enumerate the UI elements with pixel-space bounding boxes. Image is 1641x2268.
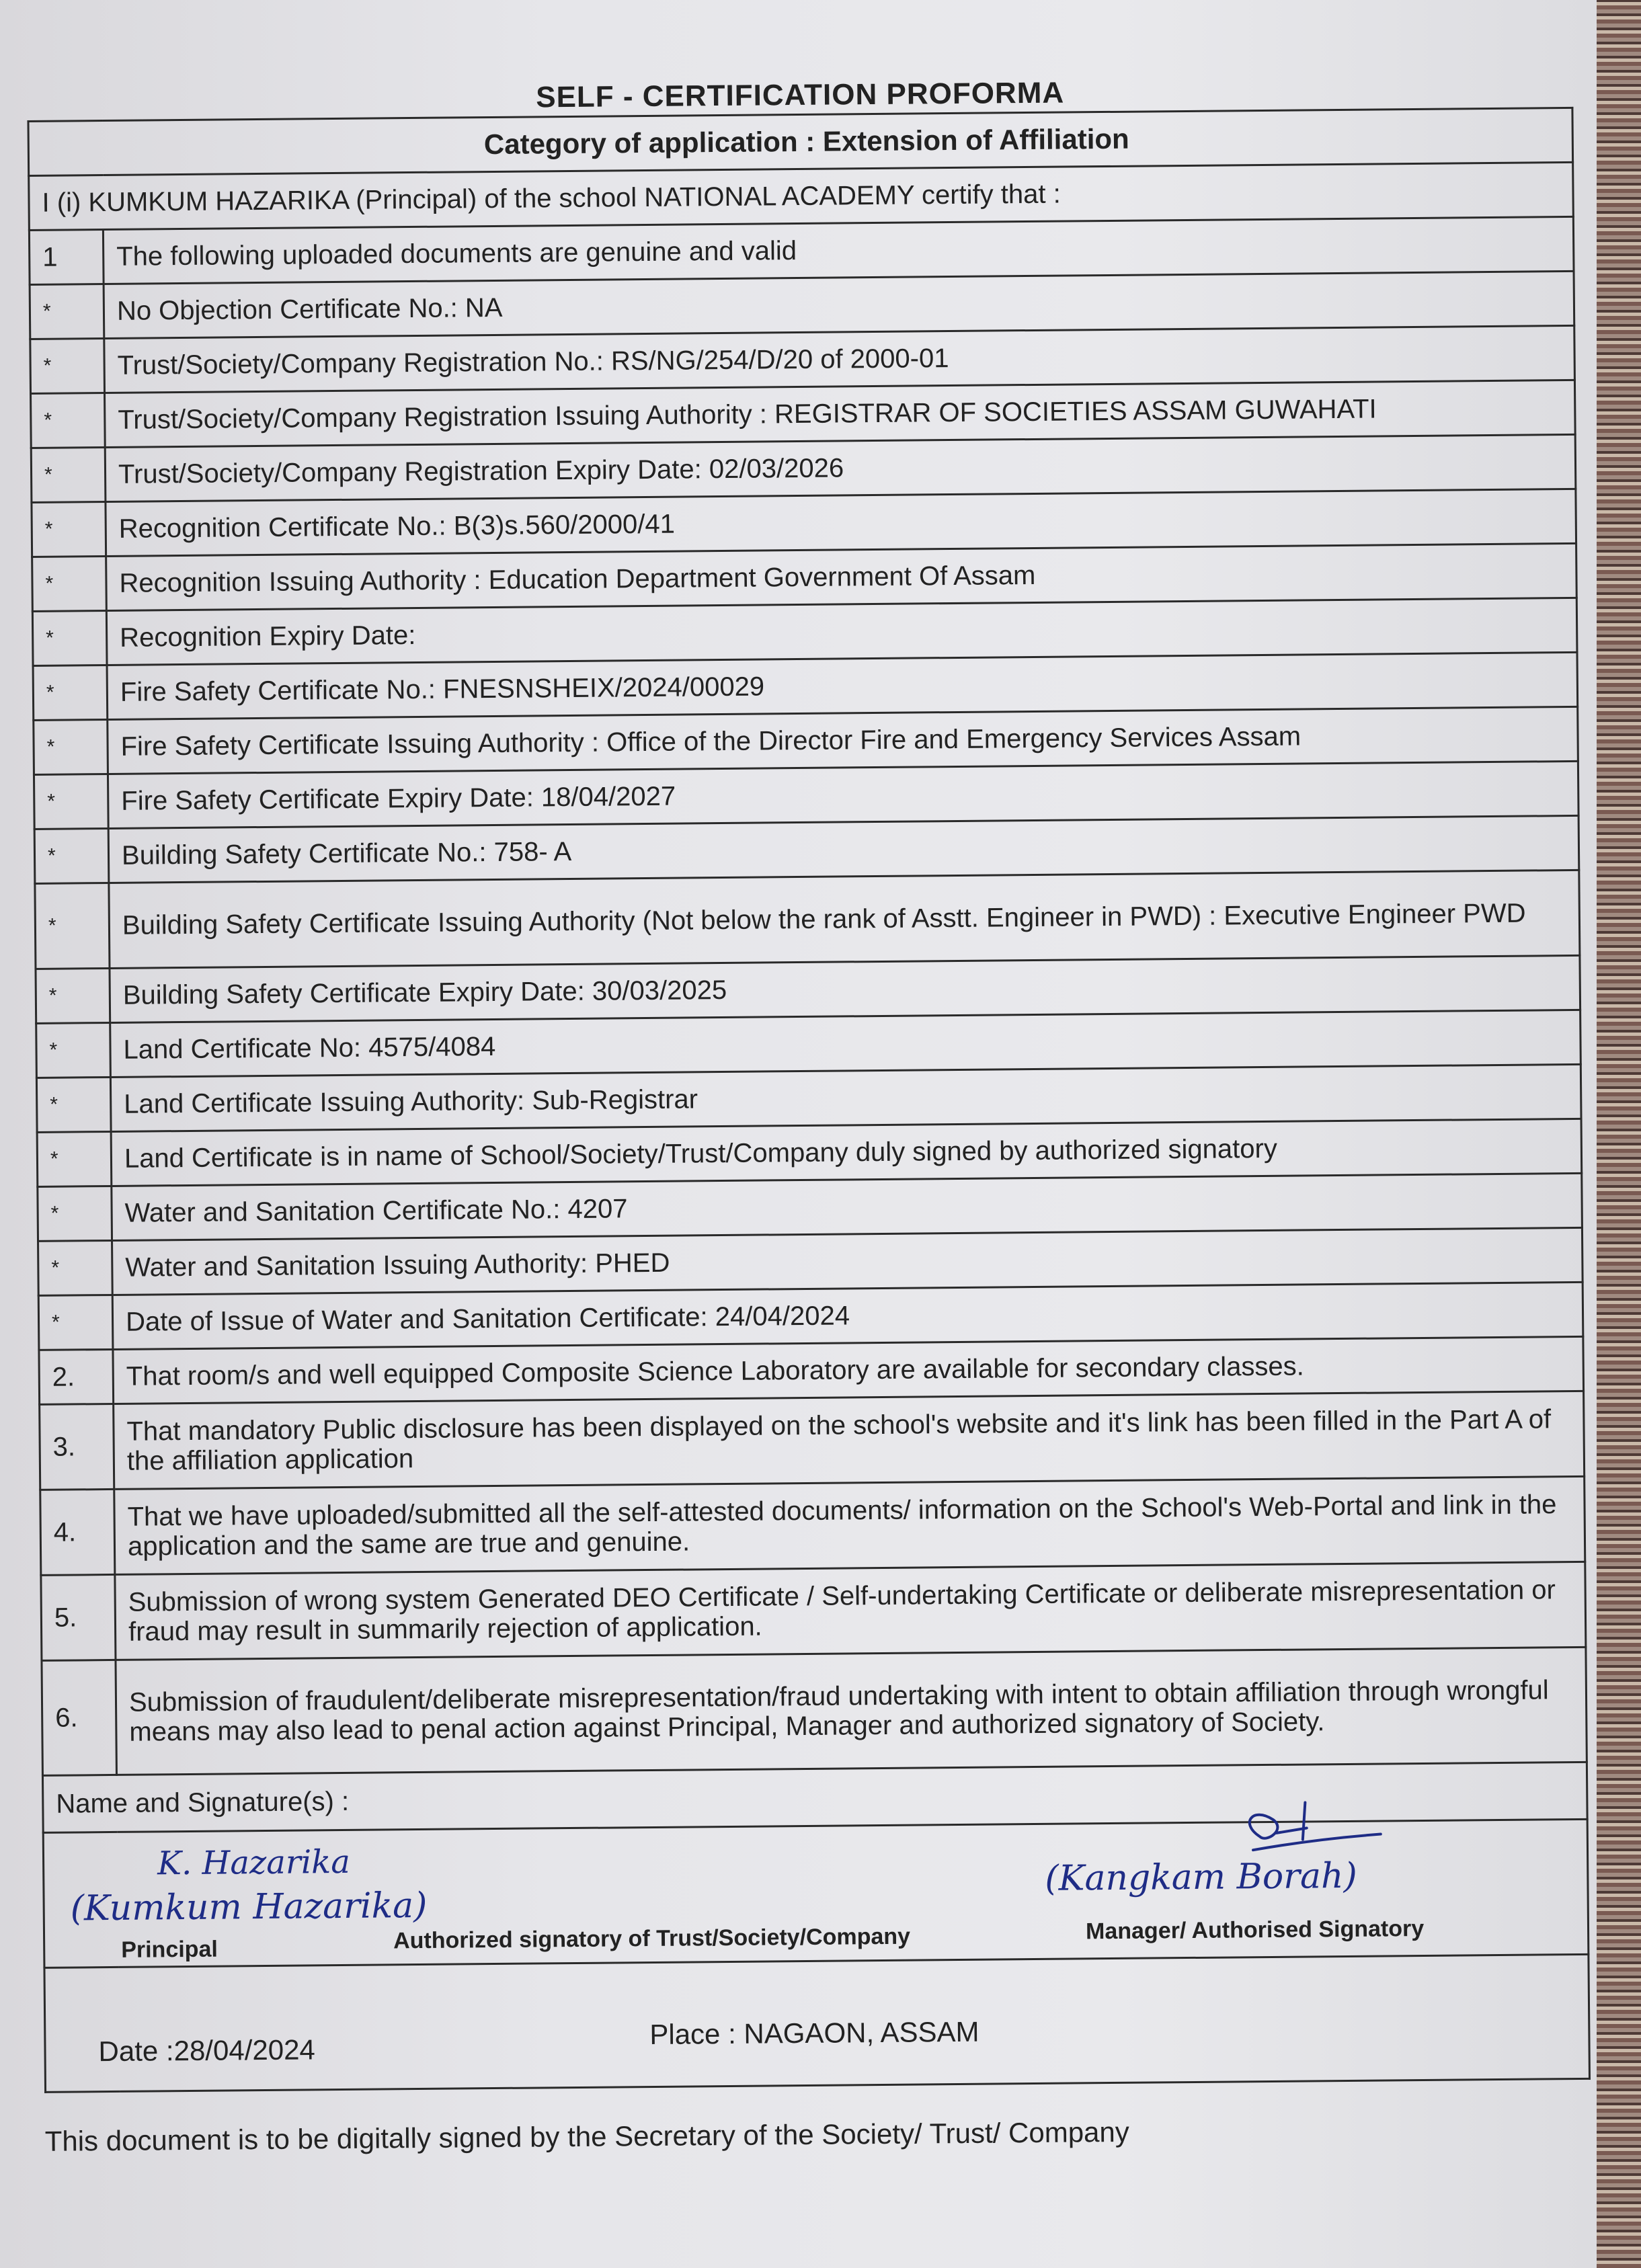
item-number: * xyxy=(32,502,106,557)
date-place-row xyxy=(44,1954,1590,2092)
item-number: * xyxy=(36,1077,111,1132)
item-text: Recognition Expiry Date: xyxy=(106,598,1577,665)
trust-signatory-label: Authorized signatory of Trust/Society/Company xyxy=(393,1923,911,1954)
item-text: No Objection Certificate No.: NA xyxy=(104,271,1574,338)
item-number: * xyxy=(35,883,110,969)
list-item xyxy=(40,1391,1585,1490)
item-number: * xyxy=(34,774,108,829)
list-item xyxy=(35,870,1580,969)
item-text: Trust/Society/Company Registration No.: RS/NG/254/D/20 of 2000-01 xyxy=(104,325,1575,393)
item-number: 2. xyxy=(39,1349,114,1404)
item-number: 3. xyxy=(40,1404,114,1490)
item-number: * xyxy=(31,448,106,503)
item-text: Recognition Certificate No.: B(3)s.560/2000/41 xyxy=(106,489,1576,556)
item-text: Water and Sanitation Issuing Authority: PHED xyxy=(112,1227,1583,1295)
item-text: Land Certificate is in name of School/Society/Trust/Company duly signed by authorized signatory xyxy=(111,1119,1582,1186)
item-text: That room/s and well equipped Composite Science Laboratory are available for secondary classes. xyxy=(113,1336,1584,1404)
item-text: Building Safety Certificate No.: 758- A xyxy=(108,815,1579,883)
item-text: Date of Issue of Water and Sanitation Certificate: 24/04/2024 xyxy=(112,1282,1583,1349)
item-text: Building Safety Certificate Issuing Authority (Not below the rank of Asstt. Engineer in PWD) : Executive Engineer PWD xyxy=(109,870,1580,968)
principal-signature: K. Hazarika xyxy=(157,1842,351,1883)
list-item xyxy=(41,1562,1586,1660)
intro-text: I (i) KUMKUM HAZARIKA (Principal) of the school NATIONAL ACADEMY certify that : xyxy=(29,162,1574,230)
item-number: * xyxy=(38,1240,113,1295)
item-number: * xyxy=(37,1131,112,1186)
item-number: 6. xyxy=(42,1660,116,1775)
signature-heading: Name and Signature(s) : xyxy=(42,1762,1587,1832)
item-text: Building Safety Certificate Expiry Date: 30/03/2025 xyxy=(110,955,1580,1022)
item-text: Fire Safety Certificate No.: FNESNSHEIX/2024/00029 xyxy=(107,652,1578,719)
category-text: Category of application : Extension of Affiliation xyxy=(28,108,1573,175)
place-text: Place : NAGAON, ASSAM xyxy=(649,2015,979,2051)
item-number: * xyxy=(30,339,105,394)
item-text: Trust/Society/Company Registration Issuing Authority : REGISTRAR OF SOCIETIES ASSAM GUWAHATI xyxy=(105,380,1576,447)
item-number: * xyxy=(34,719,108,774)
item-text: Submission of wrong system Generated DEO Certificate / Self-undertaking Certificate or deliberate misrepresentation or fraud may result in summarily rejection of application. xyxy=(115,1562,1586,1660)
item-number: * xyxy=(38,1295,113,1350)
item-number: 1 xyxy=(29,230,104,285)
item-text: Submission of fraudulent/deliberate misrepresentation/fraud undertaking with intent to obtain affiliation through wrongful means may also lead to penal action against Principal, Manager and authorized signatory of Society. xyxy=(116,1647,1587,1775)
item-number: * xyxy=(38,1186,112,1241)
item-number: * xyxy=(32,610,107,665)
item-text: Fire Safety Certificate Issuing Authority : Office of the Director Fire and Emergency Services Assam xyxy=(108,706,1578,774)
item-number: * xyxy=(36,1022,111,1078)
item-text: Land Certificate Issuing Authority: Sub-Registrar xyxy=(110,1064,1581,1131)
item-text: That mandatory Public disclosure has been displayed on the school's website and it's link has been filled in the Part A of the affiliation application xyxy=(114,1391,1585,1489)
item-text: Land Certificate No: 4575/4084 xyxy=(110,1010,1581,1077)
list-item xyxy=(42,1647,1587,1775)
item-text: Fire Safety Certificate Expiry Date: 18/04/2027 xyxy=(108,761,1578,828)
item-number: * xyxy=(32,557,107,612)
footer-note: This document is to be digitally signed by the Secretary of the Society/ Trust/ Company xyxy=(44,2115,1129,2157)
item-number: * xyxy=(30,284,104,339)
principal-handwritten-name: (Kumkum Hazarika) xyxy=(70,1885,428,1929)
item-text: The following uploaded documents are genuine and valid xyxy=(103,216,1574,284)
item-number: * xyxy=(33,665,108,720)
item-number: 4. xyxy=(40,1489,115,1575)
item-number: * xyxy=(34,828,109,883)
item-number: 5. xyxy=(41,1574,116,1660)
signature-box xyxy=(56,1820,1588,1967)
item-text: Trust/Society/Company Registration Expiry Date: 02/03/2026 xyxy=(105,434,1576,501)
fabric-edge xyxy=(1597,0,1641,2268)
item-number: * xyxy=(36,968,110,1023)
item-text: Water and Sanitation Certificate No.: 4207 xyxy=(112,1173,1583,1240)
document-title: SELF - CERTIFICATION PROFORMA xyxy=(536,76,1065,114)
proforma-sheet xyxy=(27,71,1591,2158)
certification-table xyxy=(27,107,1591,2093)
manager-handwritten-name: (Kangkam Borah) xyxy=(1045,1855,1358,1899)
manager-label: Manager/ Authorised Signatory xyxy=(1085,1915,1425,1945)
item-text: That we have uploaded/submitted all the self-attested documents/ information on the School's Web-Portal and link in the application and the same are true and genuine. xyxy=(114,1476,1585,1574)
principal-label: Principal xyxy=(121,1936,218,1963)
item-number: * xyxy=(31,393,106,448)
item-text: Recognition Issuing Authority : Education Department Government Of Assam xyxy=(106,543,1577,610)
signature-row xyxy=(43,1819,1589,1968)
list-item xyxy=(40,1476,1585,1575)
date-text: Date :28/04/2024 xyxy=(98,2033,316,2068)
